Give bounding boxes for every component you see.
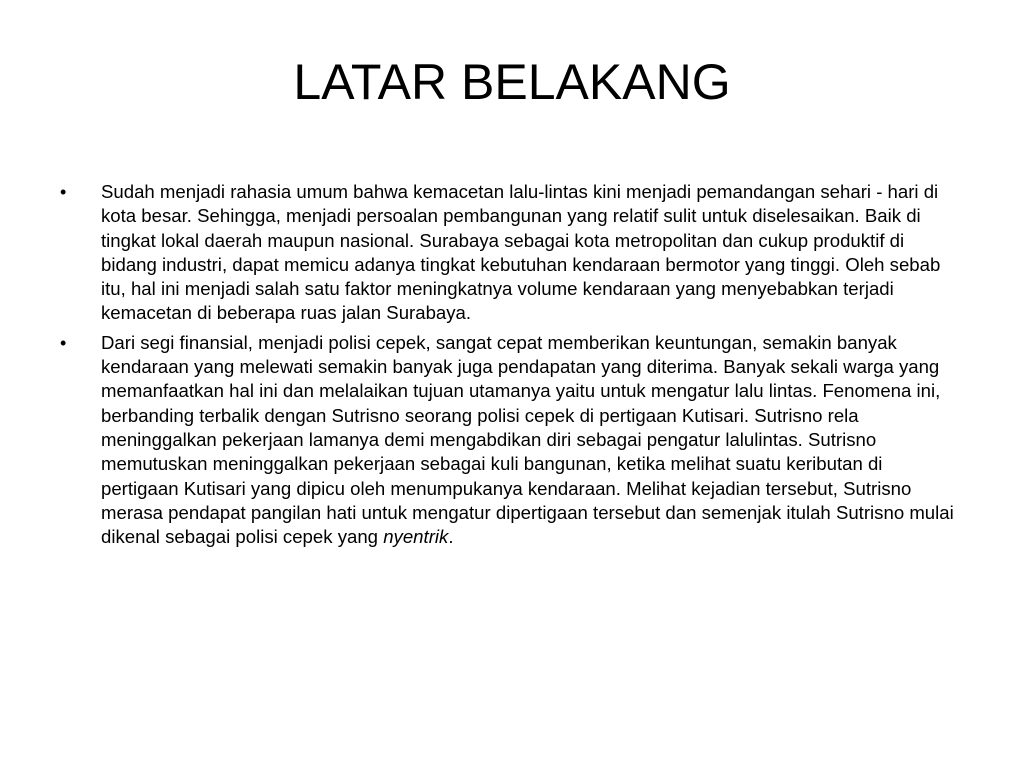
bullet-list xyxy=(60,180,965,554)
slide-title: LATAR BELAKANG xyxy=(293,54,731,110)
bullet-text: Dari segi finansial, menjadi polisi cepek, sangat cepat memberikan keuntungan, semakin banyak kendaraan yang melewati semakin banyak juga pendapatan yang diterima. Banyak sekali warga yang memanfaatkan hal ini dan melalaikan tujuan utamanya yaitu untuk mengatur lalu lintas. Fenomena ini, berbanding terbalik dengan Sutrisno seorang polisi cepek di pertigaan Kutisari. Sutrisno rela meninggalkan pekerjaan lamanya demi mengabdikan diri sebagai pengatur lalulintas. Sutrisno memutuskan meninggalkan pekerjaan sebagai kuli bangunan, ketika melihat suatu keributan di pertigaan Kutisari yang dipicu oleh menumpukanya kendaraan. Melihat kejadian tersebut, Sutrisno merasa pendapat pangilan hati untuk mengatur dipertigaan tersebut dan semenjak itulah Sutrisno mulai dikenal sebagai polisi cepek yang xyxy=(101,331,954,548)
bullet-emphasis: nyentrik xyxy=(383,526,449,548)
bullet-suffix: . xyxy=(448,526,454,548)
bullet-icon: • xyxy=(60,182,67,202)
bullet-text: Sudah menjadi rahasia umum bahwa kemacetan lalu-lintas kini menjadi pemandangan sehari - hari di kota besar. Sehingga, menjadi persoalan pembangunan yang relatif sulit untuk diselesaikan. Baik di tingkat lokal daerah maupun nasional. Surabaya sebagai kota metropolitan dan cukup produktif di bidang industri, dapat memicu adanya tingkat kebutuhan kendaraan bermotor yang tinggi. Oleh sebab itu, hal ini menjadi salah satu faktor meningkatnya volume kendaraan yang menyebabkan terjadi kemacetan di beberapa ruas jalan Surabaya. xyxy=(101,181,941,324)
bullet-item-1 xyxy=(60,180,965,326)
bullet-icon: • xyxy=(60,332,67,353)
bullet-item-2 xyxy=(60,331,965,550)
